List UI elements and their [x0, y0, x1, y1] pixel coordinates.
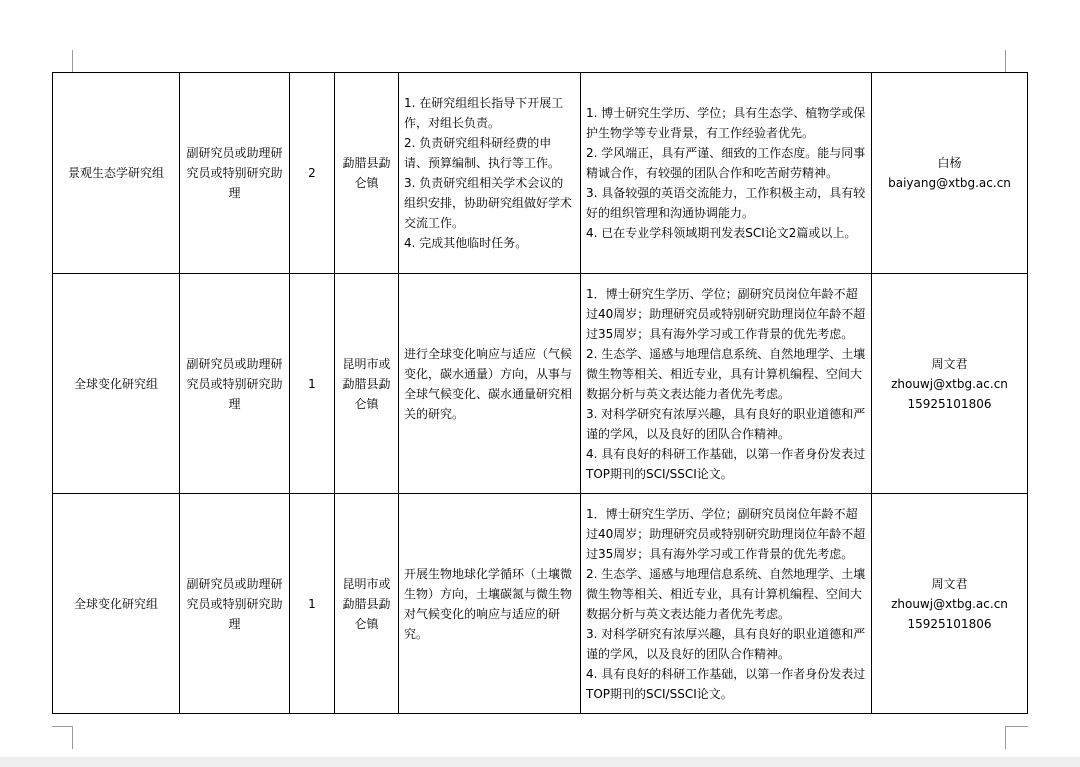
- crop-mark-bottom-right: [1005, 726, 1028, 749]
- requirement-item: 2. 生态学、遥感与地理信息系统、自然地理学、土壤微生物等相关、相近专业，具有计算机编程、空间大数据分析与英文表达能力者优先考虑。: [586, 346, 866, 401]
- contact-name: 周文君: [931, 576, 968, 591]
- duties-cell: [399, 73, 581, 274]
- contact-phone: 15925101806: [907, 616, 992, 631]
- requirement-item: 4. 已在专业学科领域期刊发表SCI论文2篇或以上。: [586, 226, 857, 240]
- crop-mark-bottom-left: [52, 726, 73, 749]
- headcount-cell: 1: [290, 494, 335, 714]
- recruitment-table: [52, 72, 1028, 714]
- crop-mark-top-right: [1005, 50, 1026, 72]
- requirements-cell: [581, 494, 872, 714]
- requirement-item: 4. 具有良好的科研工作基础，以第一作者身份发表过TOP期刊的SCI/SSCI论文。: [586, 666, 866, 701]
- requirement-item: 3. 对科学研究有浓厚兴趣，具有良好的职业道德和严谨的学风，以及良好的团队合作精神。: [586, 406, 866, 441]
- requirement-item: 3. 具备较强的英语交流能力，工作积极主动，具有较好的组织管理和沟通协调能力。: [586, 186, 866, 220]
- contact-cell: [872, 494, 1028, 714]
- requirements-cell: [581, 274, 872, 494]
- contact-phone: 15925101806: [907, 396, 992, 411]
- duties-cell: [399, 494, 581, 714]
- research-group-cell: 全球变化研究组: [53, 494, 180, 714]
- location-cell: 勐腊县勐仑镇: [335, 73, 399, 274]
- contact-email: baiyang@xtbg.ac.cn: [888, 176, 1011, 190]
- contact-email: zhouwj@xtbg.ac.cn: [891, 596, 1008, 611]
- position-cell: 副研究员或助理研究员或特别研究助理: [180, 494, 290, 714]
- duty-item: 1. 在研究组组长指导下开展工作，对组长负责。: [404, 96, 564, 130]
- duties-cell: [399, 274, 581, 494]
- requirement-item: 4. 具有良好的科研工作基础，以第一作者身份发表过TOP期刊的SCI/SSCI论文。: [586, 446, 866, 481]
- contact-email: zhouwj@xtbg.ac.cn: [891, 376, 1008, 391]
- contact-cell: [872, 274, 1028, 494]
- requirement-item: 2. 学风端正，具有严谨、细致的工作态度。能与同事精诚合作，有较强的团队合作和吃苦耐劳精神。: [586, 146, 866, 180]
- contact-name: 周文君: [931, 356, 968, 371]
- requirement-item: 1．博士研究生学历、学位；副研究员岗位年龄不超过40周岁；助理研究员或特别研究助理岗位年龄不超过35周岁；具有海外学习或工作背景的优先考虑。: [586, 506, 866, 561]
- headcount-cell: 2: [290, 73, 335, 274]
- crop-mark-top-left: [52, 50, 73, 72]
- requirement-item: 1. 博士研究生学历、学位；具有生态学、植物学或保护生物学等专业背景，有工作经验者优先。: [586, 106, 866, 140]
- requirement-item: 1．博士研究生学历、学位；副研究员岗位年龄不超过40周岁；助理研究员或特别研究助理岗位年龄不超过35周岁；具有海外学习或工作背景的优先考虑。: [586, 286, 866, 341]
- headcount-cell: 1: [290, 274, 335, 494]
- contact-cell: [872, 73, 1028, 274]
- duty-item: 4. 完成其他临时任务。: [404, 236, 528, 250]
- duty-item: 3. 负责研究组相关学术会议的组织安排，协助研究组做好学术交流工作。: [404, 176, 573, 230]
- requirement-item: 2. 生态学、遥感与地理信息系统、自然地理学、土壤微生物等相关、相近专业，具有计算机编程、空间大数据分析与英文表达能力者优先考虑。: [586, 566, 866, 621]
- location-cell: 昆明市或勐腊县勐仑镇: [335, 274, 399, 494]
- page-bottom-band: [0, 757, 1080, 767]
- requirements-cell: [581, 73, 872, 274]
- research-group-cell: 全球变化研究组: [53, 274, 180, 494]
- position-cell: 副研究员或助理研究员或特别研究助理: [180, 274, 290, 494]
- duty-item: 2. 负责研究组科研经费的申请、预算编制、执行等工作。: [404, 136, 561, 170]
- location-cell: 昆明市或勐腊县勐仑镇: [335, 494, 399, 714]
- table-row: [53, 494, 1028, 714]
- duty-item: 进行全球变化响应与适应（气候变化，碳水通量）方向，从事与全球气候变化、碳水通量研究相关的研究。: [404, 346, 573, 421]
- research-group-cell: 景观生态学研究组: [53, 73, 180, 274]
- requirement-item: 3. 对科学研究有浓厚兴趣，具有良好的职业道德和严谨的学风，以及良好的团队合作精神。: [586, 626, 866, 661]
- table-row: [53, 73, 1028, 274]
- duty-item: 开展生物地球化学循环（土壤微生物）方向，土壤碳氮与微生物对气候变化的响应与适应的研究。: [404, 566, 573, 641]
- position-cell: 副研究员或助理研究员或特别研究助理: [180, 73, 290, 274]
- contact-name: 白杨: [937, 156, 962, 170]
- table-row: [53, 274, 1028, 494]
